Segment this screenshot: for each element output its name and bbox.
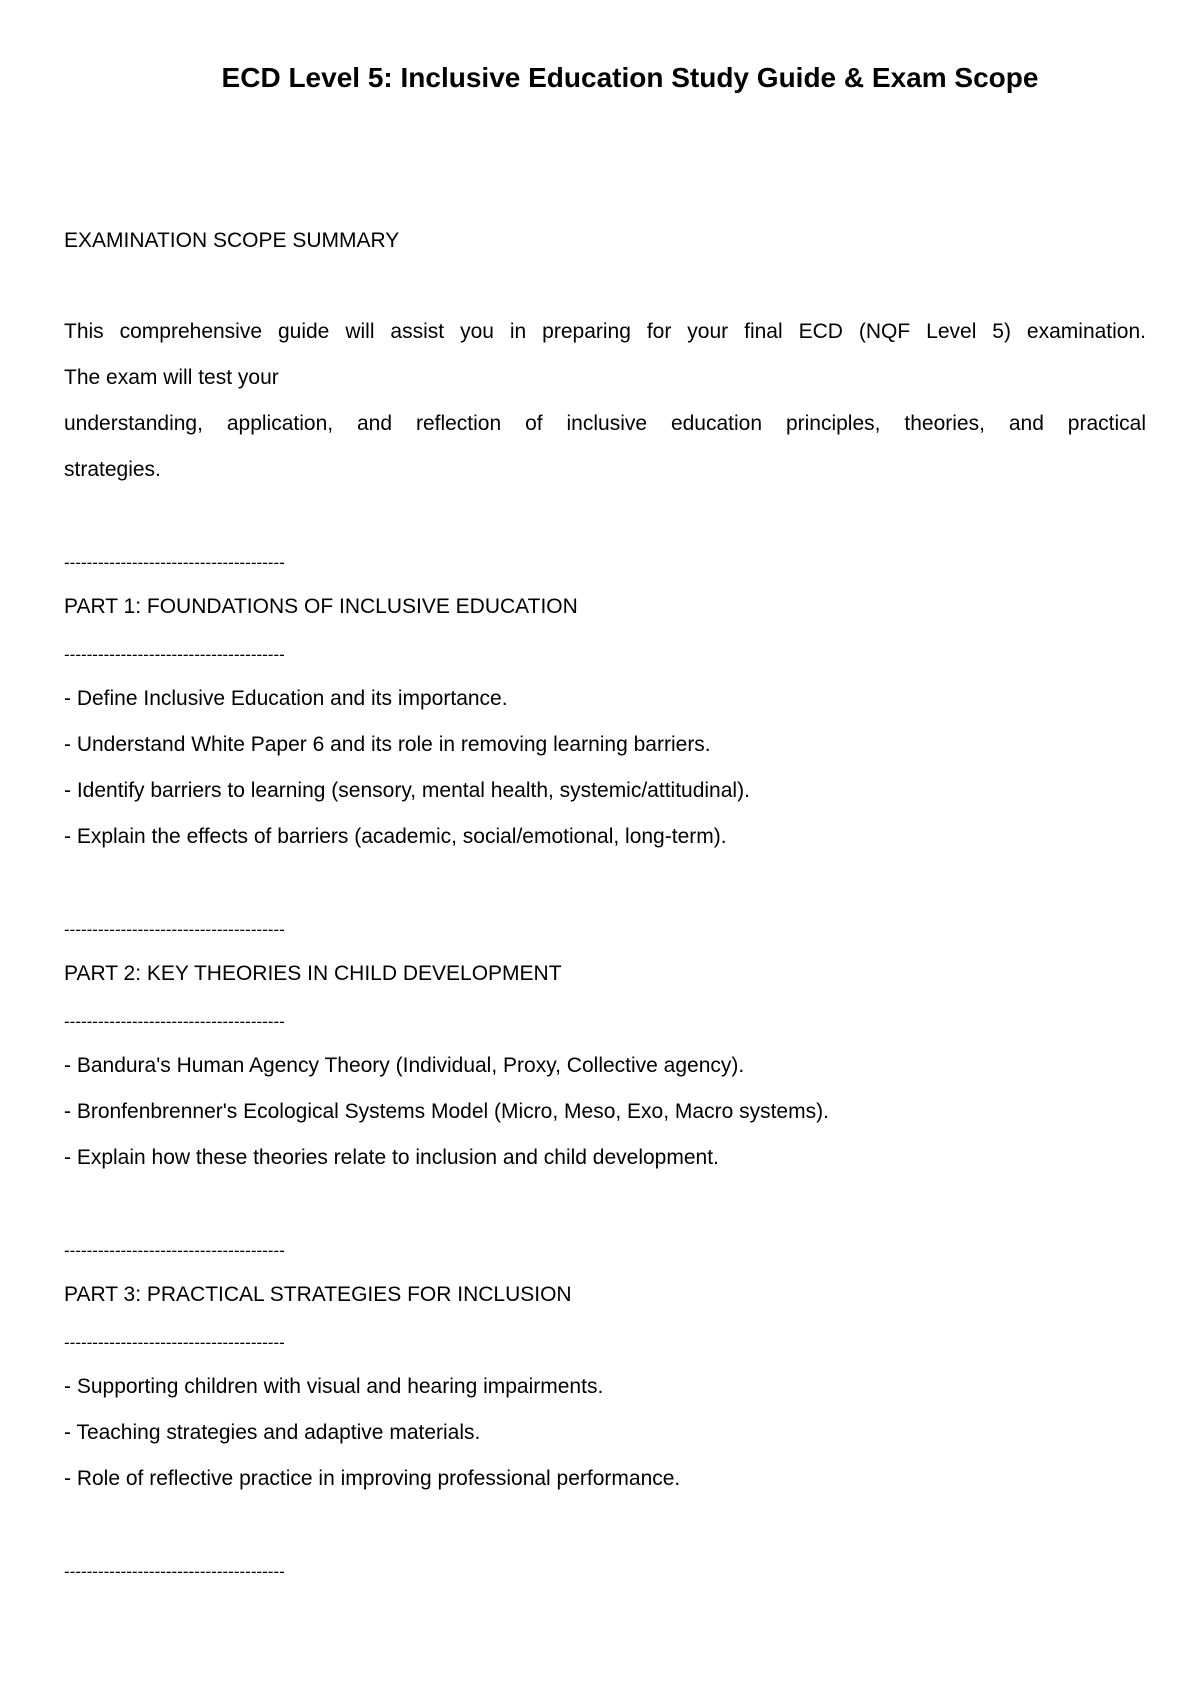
- part-3-item: - Supporting children with visual and hearing impairments.: [64, 1375, 604, 1398]
- part-1-heading: PART 1: FOUNDATIONS OF INCLUSIVE EDUCATION: [64, 595, 578, 618]
- intro-line-1: This comprehensive guide will assist you in preparing for your final ECD (NQF Level 5) examination.: [64, 320, 1146, 343]
- part-1-item: - Define Inclusive Education and its importance.: [64, 687, 508, 710]
- section-divider: ---------------------------------------: [64, 1012, 285, 1031]
- section-divider: ---------------------------------------: [64, 645, 285, 664]
- part-1-item: - Explain the effects of barriers (academic, social/emotional, long-term).: [64, 825, 727, 848]
- part-2-item: - Bronfenbrenner's Ecological Systems Model (Micro, Meso, Exo, Macro systems).: [64, 1100, 829, 1123]
- part-1-item: - Identify barriers to learning (sensory, mental health, systemic/attitudinal).: [64, 779, 750, 802]
- section-divider: ---------------------------------------: [64, 553, 285, 572]
- part-2-heading: PART 2: KEY THEORIES IN CHILD DEVELOPMENT: [64, 962, 562, 985]
- part-2-item: - Explain how these theories relate to inclusion and child development.: [64, 1146, 719, 1169]
- part-3-item: - Teaching strategies and adaptive materials.: [64, 1421, 481, 1444]
- part-1-item: - Understand White Paper 6 and its role in removing learning barriers.: [64, 733, 711, 756]
- intro-line-2: The exam will test your: [64, 366, 279, 389]
- intro-line-4: strategies.: [64, 458, 161, 481]
- section-divider: ---------------------------------------: [64, 920, 285, 939]
- page-title: ECD Level 5: Inclusive Education Study Guide & Exam Scope: [221, 62, 1039, 93]
- part-3-item: - Role of reflective practice in improving professional performance.: [64, 1467, 681, 1490]
- section-divider: ---------------------------------------: [64, 1562, 285, 1581]
- section-divider: ---------------------------------------: [64, 1241, 285, 1260]
- scope-heading: EXAMINATION SCOPE SUMMARY: [64, 229, 400, 252]
- section-divider: ---------------------------------------: [64, 1333, 285, 1352]
- part-3-heading: PART 3: PRACTICAL STRATEGIES FOR INCLUSION: [64, 1283, 572, 1306]
- part-2-item: - Bandura's Human Agency Theory (Individual, Proxy, Collective agency).: [64, 1054, 745, 1077]
- intro-line-3: understanding, application, and reflection of inclusive education principles, theories, and practical: [64, 412, 1146, 435]
